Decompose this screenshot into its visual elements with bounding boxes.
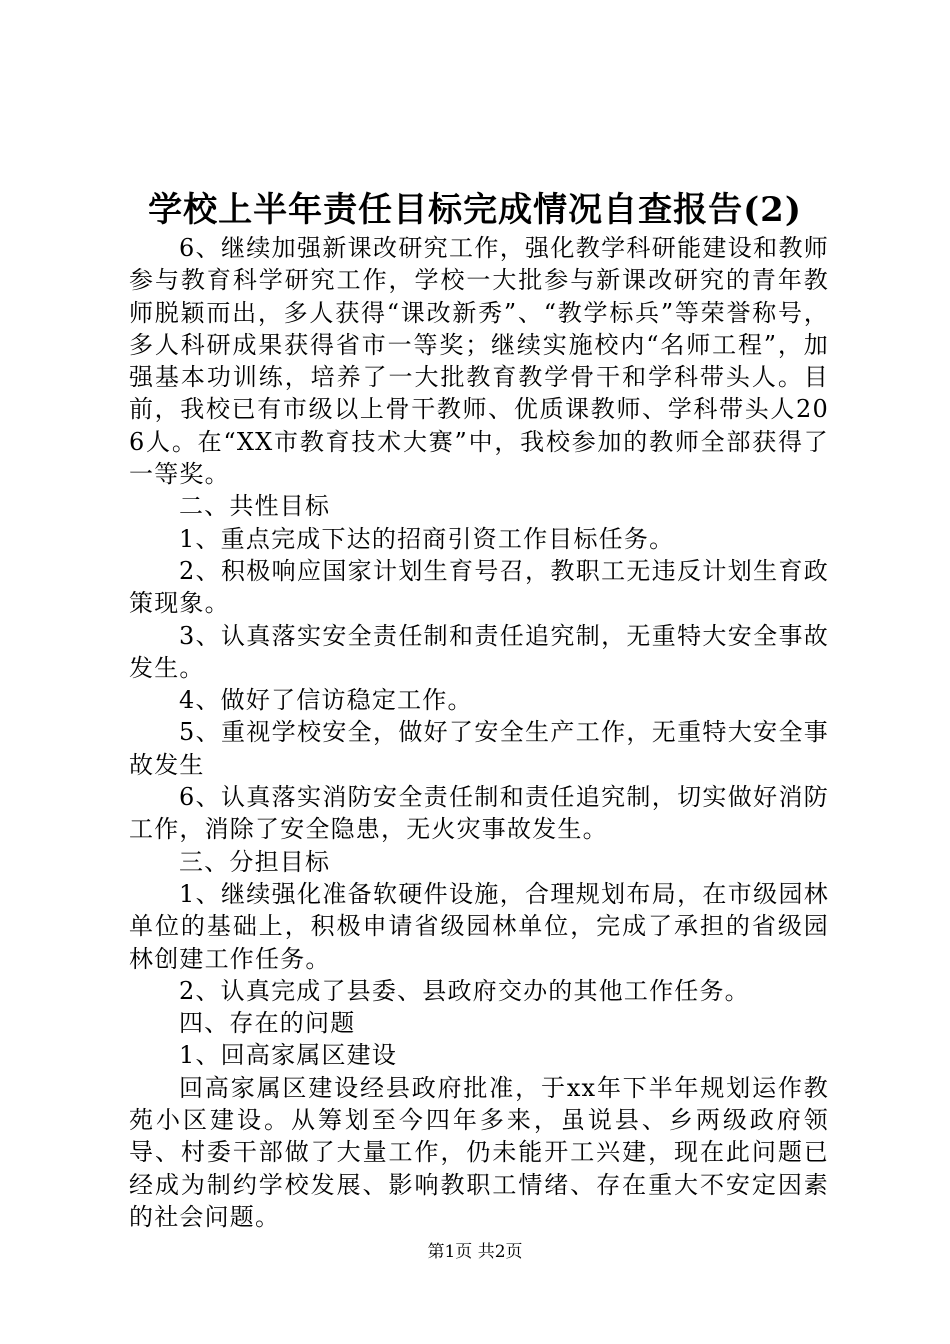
section-heading-existing-problems: 四、存在的问题 (179, 1009, 356, 1038)
paragraph-family-planning: 2、积极响应国家计划生育号召，教职工无违反计划生育政策现象。 (129, 556, 829, 618)
paragraph-school-safety: 5、重视学校安全，做好了安全生产工作，无重特大安全事故发生 (129, 718, 829, 779)
page-footer: 第1页 共2页 (427, 1242, 523, 1262)
subheading-housing-construction: 1、回高家属区建设 (179, 1041, 398, 1070)
paragraph-housing-details: 回高家属区建设经县政府批准，于xx年下半年规划运作教苑小区建设。从筹划至今四年多来，虽说县、乡两级政府领导、村委干部做了大量工作，仍未能开工兴建，现在此问题已经成为制约学校发展、影响教职工情绪、存在重大不安定因素的社会问题。 (129, 1073, 829, 1231)
paragraph-petition-stability: 4、做好了信访稳定工作。 (179, 686, 473, 715)
paragraph-investment-task: 1、重点完成下达的招商引资工作目标任务。 (179, 524, 675, 553)
paragraph-fire-safety: 6、认真落实消防安全责任制和责任追究制，切实做好消防工作，消除了安全隐患，无火灾事故发生。 (129, 783, 829, 844)
document-title: 学校上半年责任目标完成情况自查报告(2) (148, 190, 802, 230)
paragraph-safety-responsibility: 3、认真落实安全责任制和责任追究制，无重特大安全事故发生。 (129, 621, 829, 682)
paragraph-garden-unit: 1、继续强化准备软硬件设施，合理规划布局，在市级园林单位的基础上，积极申请省级园林单位，完成了承担的省级园林创建工作任务。 (129, 879, 829, 973)
section-heading-common-goals: 二、共性目标 (179, 492, 331, 521)
paragraph-other-tasks: 2、认真完成了县委、县政府交办的其他工作任务。 (179, 976, 750, 1005)
document-body (129, 232, 829, 1233)
paragraph-teaching-research: 6、继续加强新课改研究工作，强化教学科研能建设和教师参与教育科学研究工作，学校一大批参与新课改研究的青年教师脱颖而出，多人获得“课改新秀”、“教学标兵”等荣誉称号，多人科研成果获得省市一等奖；继续实施校内“名师工程”，加强基本功训练，培养了一大批教育教学骨干和学科带头人。目前，我校已有市级以上骨干教师、优质课教师、学科带头人206人。在“XX市教育技术大赛”中，我校参加的教师全部获得了一等奖。 (129, 234, 829, 489)
section-heading-shared-goals: 三、分担目标 (179, 847, 331, 876)
